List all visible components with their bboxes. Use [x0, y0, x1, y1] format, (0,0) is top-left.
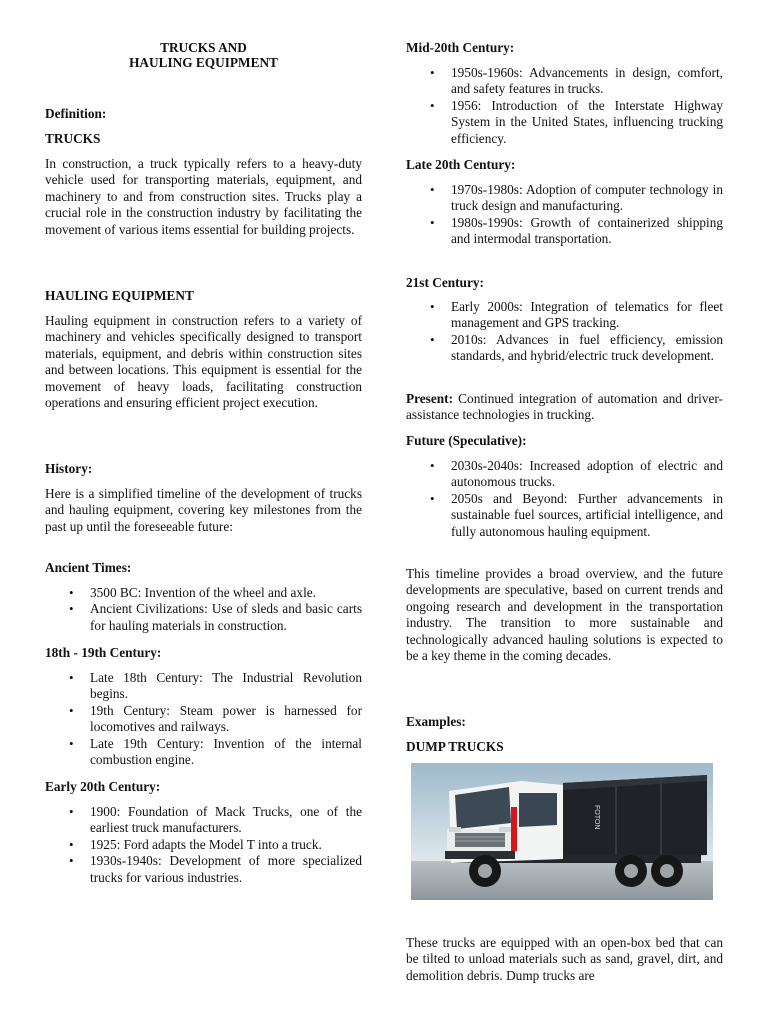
- list-item: • Ancient Civilizations: Use of sleds and basic carts for hauling materials in construction.: [90, 601, 362, 634]
- early20-list: [45, 804, 362, 886]
- list-item: • 1925: Ford adapts the Model T into a truck.: [90, 837, 362, 853]
- c18-heading: 18th - 19th Century:: [45, 645, 162, 660]
- ancient-heading: Ancient Times:: [45, 560, 132, 575]
- c18-list: [45, 670, 362, 768]
- future-heading: Future (Speculative):: [406, 433, 527, 448]
- list-item: • Early 2000s: Integration of telematics for fleet management and GPS tracking.: [451, 299, 723, 332]
- list-item: • 19th Century: Steam power is harnessed for locomotives and railways.: [90, 703, 362, 736]
- list-item: • 2010s: Advances in fuel efficiency, emission standards, and hybrid/electric truck development.: [451, 332, 723, 365]
- list-item: • 1930s-1940s: Development of more specialized trucks for various industries.: [90, 853, 362, 886]
- dump-truck-photo: [411, 763, 713, 900]
- list-item: • Late 18th Century: The Industrial Revolution begins.: [90, 670, 362, 703]
- list-item: • 2050s and Beyond: Further advancements in sustainable fuel sources, artificial intelligence, and fully autonomous hauling equipment.: [451, 491, 723, 540]
- trucks-heading: TRUCKS: [45, 131, 101, 146]
- future-list: [406, 458, 723, 540]
- late20-heading: Late 20th Century:: [406, 157, 516, 172]
- history-heading: History:: [45, 461, 93, 476]
- dump-trucks-paragraph: These trucks are equipped with an open-box bed that can be tilted to unload materials such as sand, gravel, dirt, and demolition debris. Dump trucks are: [406, 935, 723, 983]
- truck-brand-text: FOTON: [593, 805, 600, 830]
- ancient-list: [45, 585, 362, 634]
- hauling-paragraph: Hauling equipment in construction refers to a variety of machinery and vehicles specifically designed to transport materials, equipment, and debris within construction sites and between locations. This equipment is essential for the movement of heavy loads, facilitating construction operations and ensuring efficient project execution.: [45, 313, 362, 411]
- dump-trucks-heading: DUMP TRUCKS: [406, 739, 504, 754]
- early20-heading: Early 20th Century:: [45, 779, 161, 794]
- list-item: • 1956: Introduction of the Interstate Highway System in the United States, influencing trucking efficiency.: [451, 98, 723, 147]
- document-title: [45, 40, 362, 70]
- list-item: • 1950s-1960s: Advancements in design, comfort, and safety features in trucks.: [451, 65, 723, 98]
- list-item: • Late 19th Century: Invention of the internal combustion engine.: [90, 736, 362, 769]
- conclusion-paragraph: This timeline provides a broad overview, and the future developments are speculative, based on current trends and ongoing research and development in the transportation industry. The transition to more sustainable and technologically advanced hauling solutions is expected to be a key theme in the coming decades.: [406, 566, 723, 664]
- present-text: Continued integration of automation and driver-assistance technologies in trucking.: [406, 391, 723, 423]
- late20-list: [406, 182, 723, 248]
- mid20-heading: Mid-20th Century:: [406, 40, 515, 55]
- definition-heading: Definition:: [45, 106, 107, 121]
- mid20-list: [406, 65, 723, 147]
- present-label: Present:: [406, 391, 454, 406]
- list-item: • 1970s-1980s: Adoption of computer technology in truck design and manufacturing.: [451, 182, 723, 215]
- title-line-2: HAULING EQUIPMENT: [129, 55, 278, 70]
- present-paragraph: [406, 391, 723, 424]
- title-line-1: TRUCKS AND: [160, 40, 247, 55]
- c21-list: [406, 299, 723, 365]
- examples-heading: Examples:: [406, 714, 466, 729]
- list-item: • 1980s-1990s: Growth of containerized shipping and intermodal transportation.: [451, 215, 723, 248]
- hauling-heading: HAULING EQUIPMENT: [45, 288, 194, 303]
- dump-truck-illustration: [411, 763, 713, 900]
- c21-heading: 21st Century:: [406, 275, 484, 290]
- trucks-paragraph: In construction, a truck typically refers to a heavy-duty vehicle used for transporting materials, equipment, and machinery to and from construction sites. Trucks play a crucial role in the construction industry by facilitating the movement of various items essential for building projects.: [45, 156, 362, 237]
- list-item: • 3500 BC: Invention of the wheel and axle.: [90, 585, 362, 601]
- list-item: • 2030s-2040s: Increased adoption of electric and autonomous trucks.: [451, 458, 723, 491]
- history-intro: Here is a simplified timeline of the development of trucks and hauling equipment, covering key milestones from the past up until the foreseeable future:: [45, 486, 362, 534]
- list-item: • 1900: Foundation of Mack Trucks, one of the earliest truck manufacturers.: [90, 804, 362, 837]
